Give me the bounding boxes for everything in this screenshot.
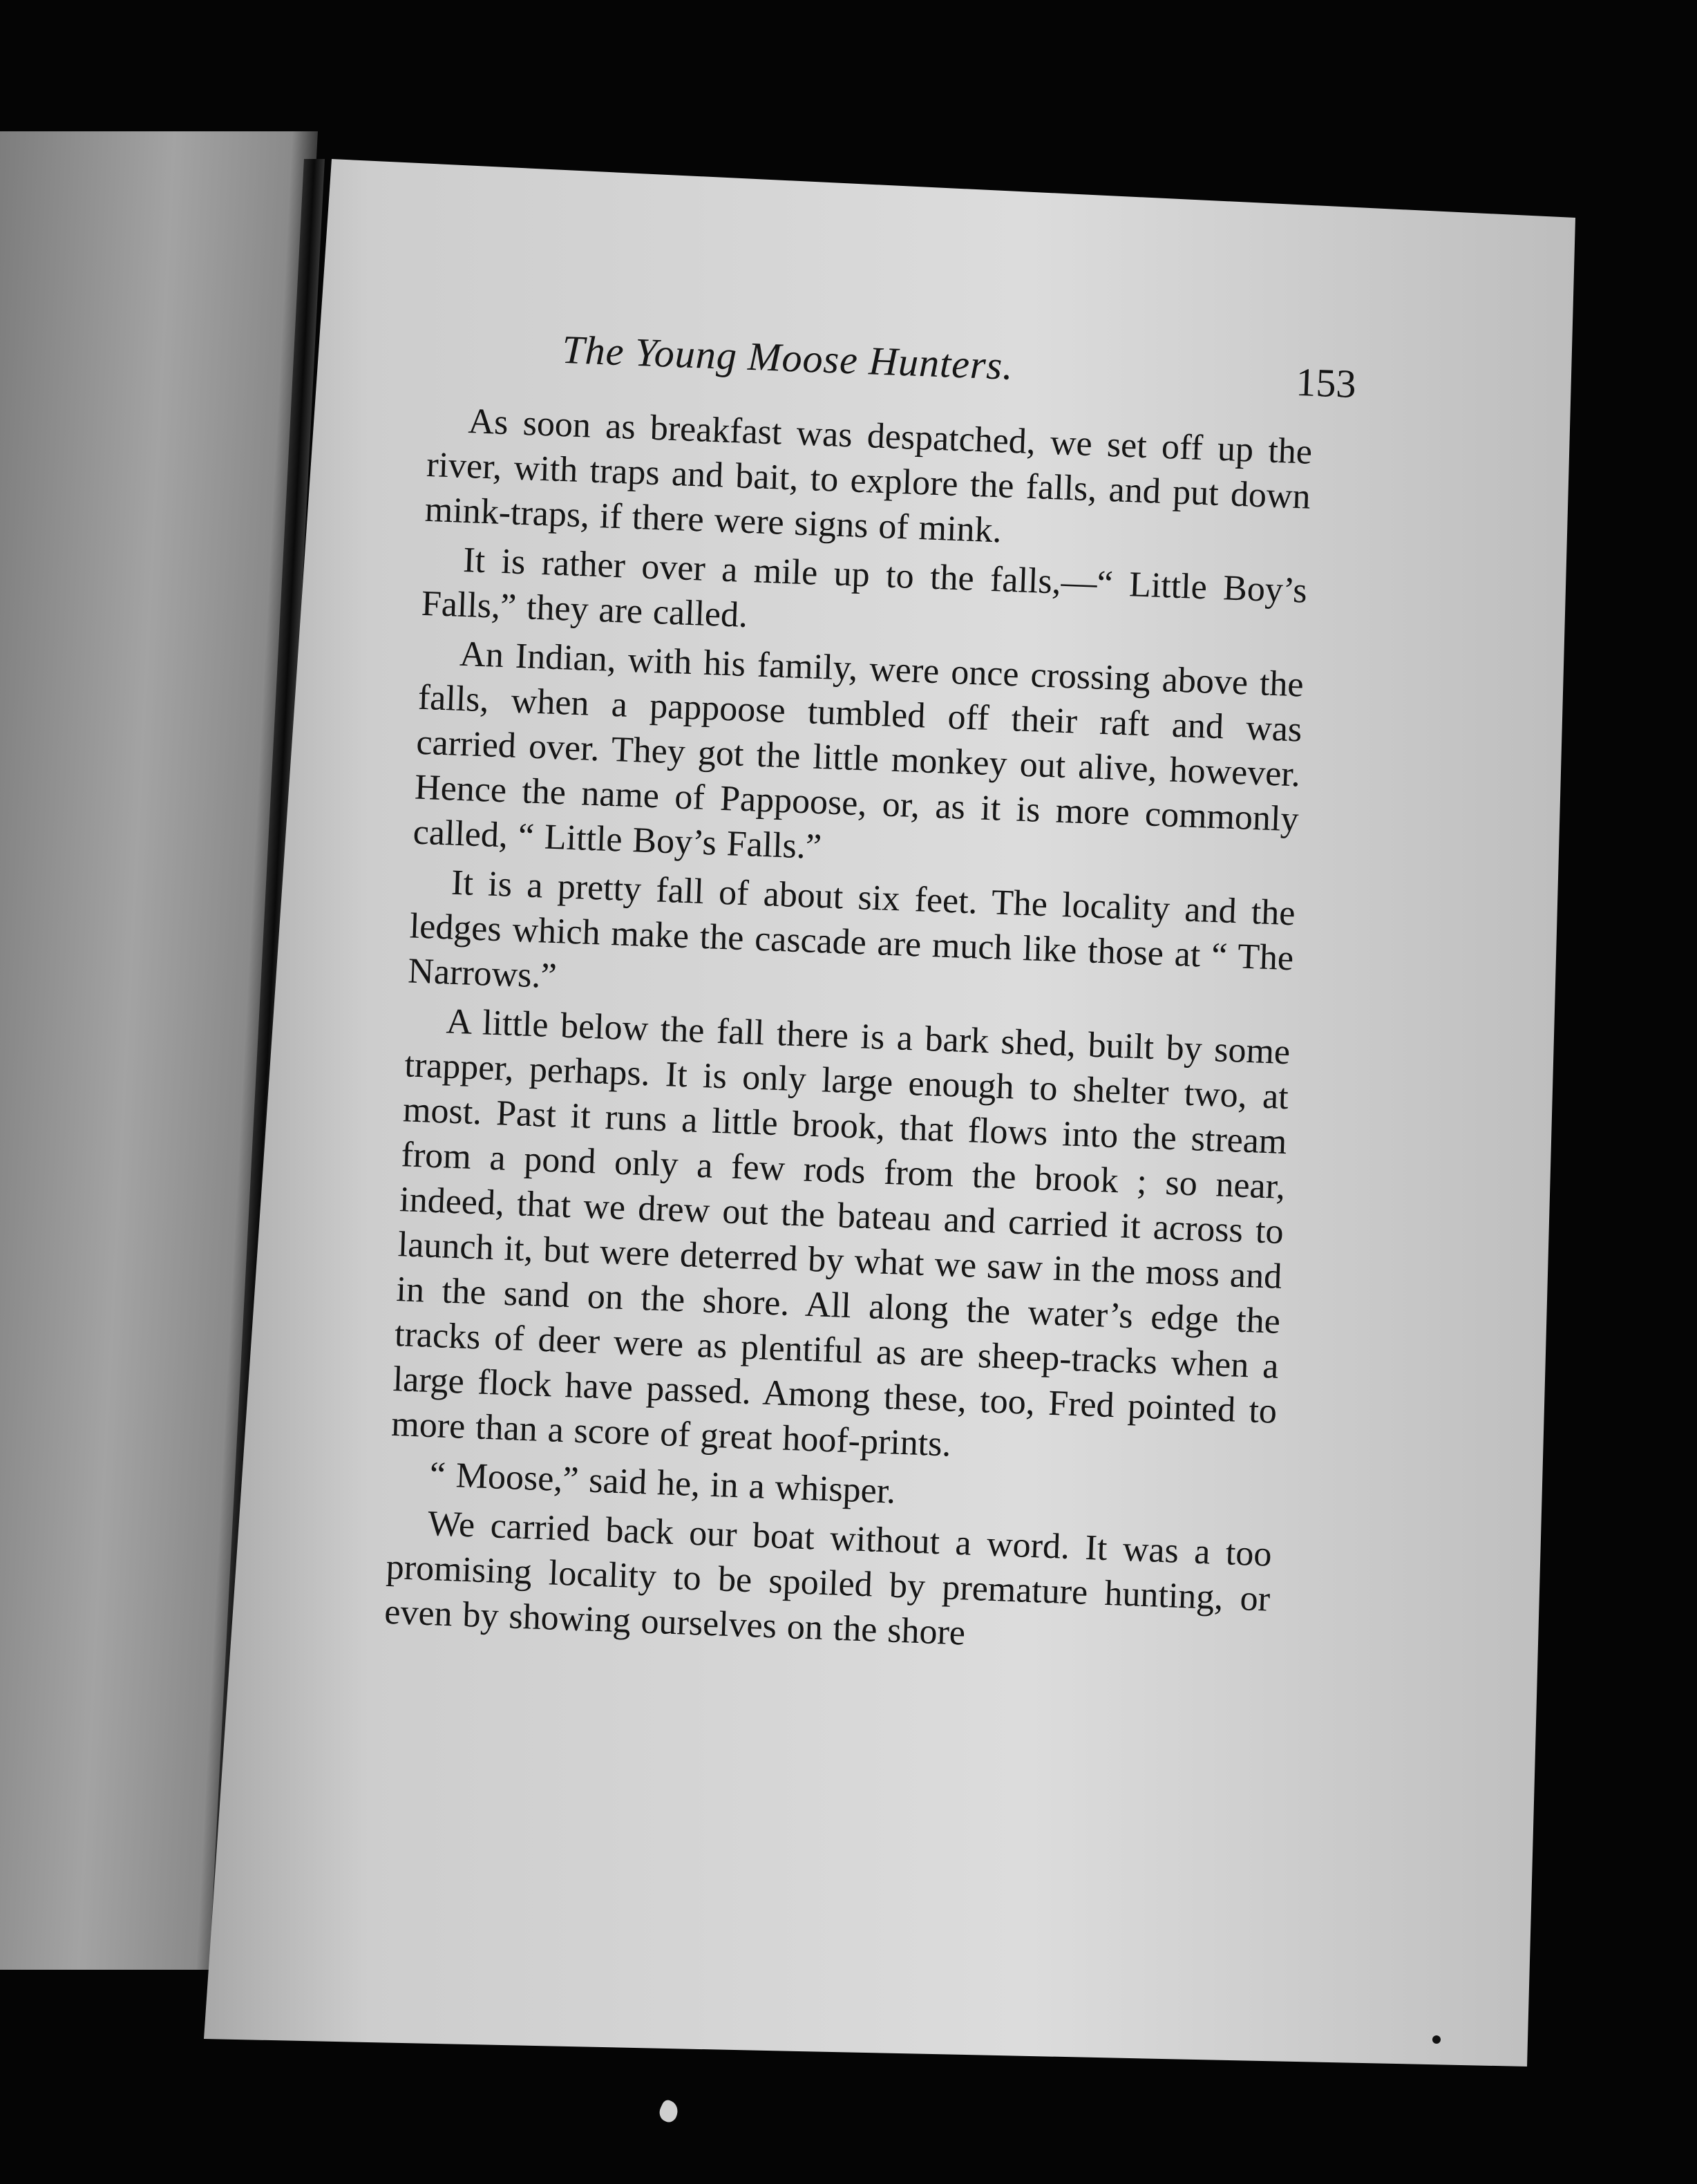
- paragraph: “ Moose,” said he, in a whisper.: [428, 1455, 897, 1512]
- paragraph: It is rather over a mile up to the falls,—“ Little Boy’s Falls,” they are called.: [420, 540, 1308, 636]
- scan-blot: [656, 2098, 681, 2125]
- paragraph: A little below the fall there is a bark shed, built by some trapper, perhaps. It is only large enough to shelter two, at most. Past it runs a little brook, that flows into the stream from a pond only a few rods from the brook ; so near, indeed, that we drew out the bateau and carried it across to launch it, but were deterred by what we saw in the moss and in the sand on the shore. All along the water’s edge the tracks of deer were as plentiful as are sheep-tracks when a large flock have passed. Among these, too, Fred pointed to more than a score of great hoof-prints.: [390, 1001, 1291, 1465]
- page-number: 153: [1295, 359, 1357, 407]
- paragraph: It is a pretty fall of about six feet. The locality and the ledges which make the cascade are much like those at “ The Narrows.”: [407, 863, 1296, 997]
- paragraph: As soon as breakfast was despatched, we set off up the river, with traps and bait, to explore the falls, and put down mink-traps, if there were signs of mink.: [424, 402, 1313, 551]
- paragraph: We carried back our boat without a word. It was a too promising locality to be spoiled by premature hunting, or even by showing ourselves on the shore: [383, 1503, 1273, 1653]
- running-title: The Young Moose Hunters.: [561, 326, 1014, 388]
- paragraph: An Indian, with his family, were once crossing above the falls, when a pappoose tumbled off their raft and was carried over. They got the little monkey out alive, however. Hence the name of Pappoose, or, as it is more commonly called, “ Little Boy’s Falls.”: [412, 634, 1305, 867]
- ink-speck: [1432, 2035, 1441, 2044]
- right-page: [204, 159, 1579, 2094]
- page-text-block: [383, 321, 1357, 1671]
